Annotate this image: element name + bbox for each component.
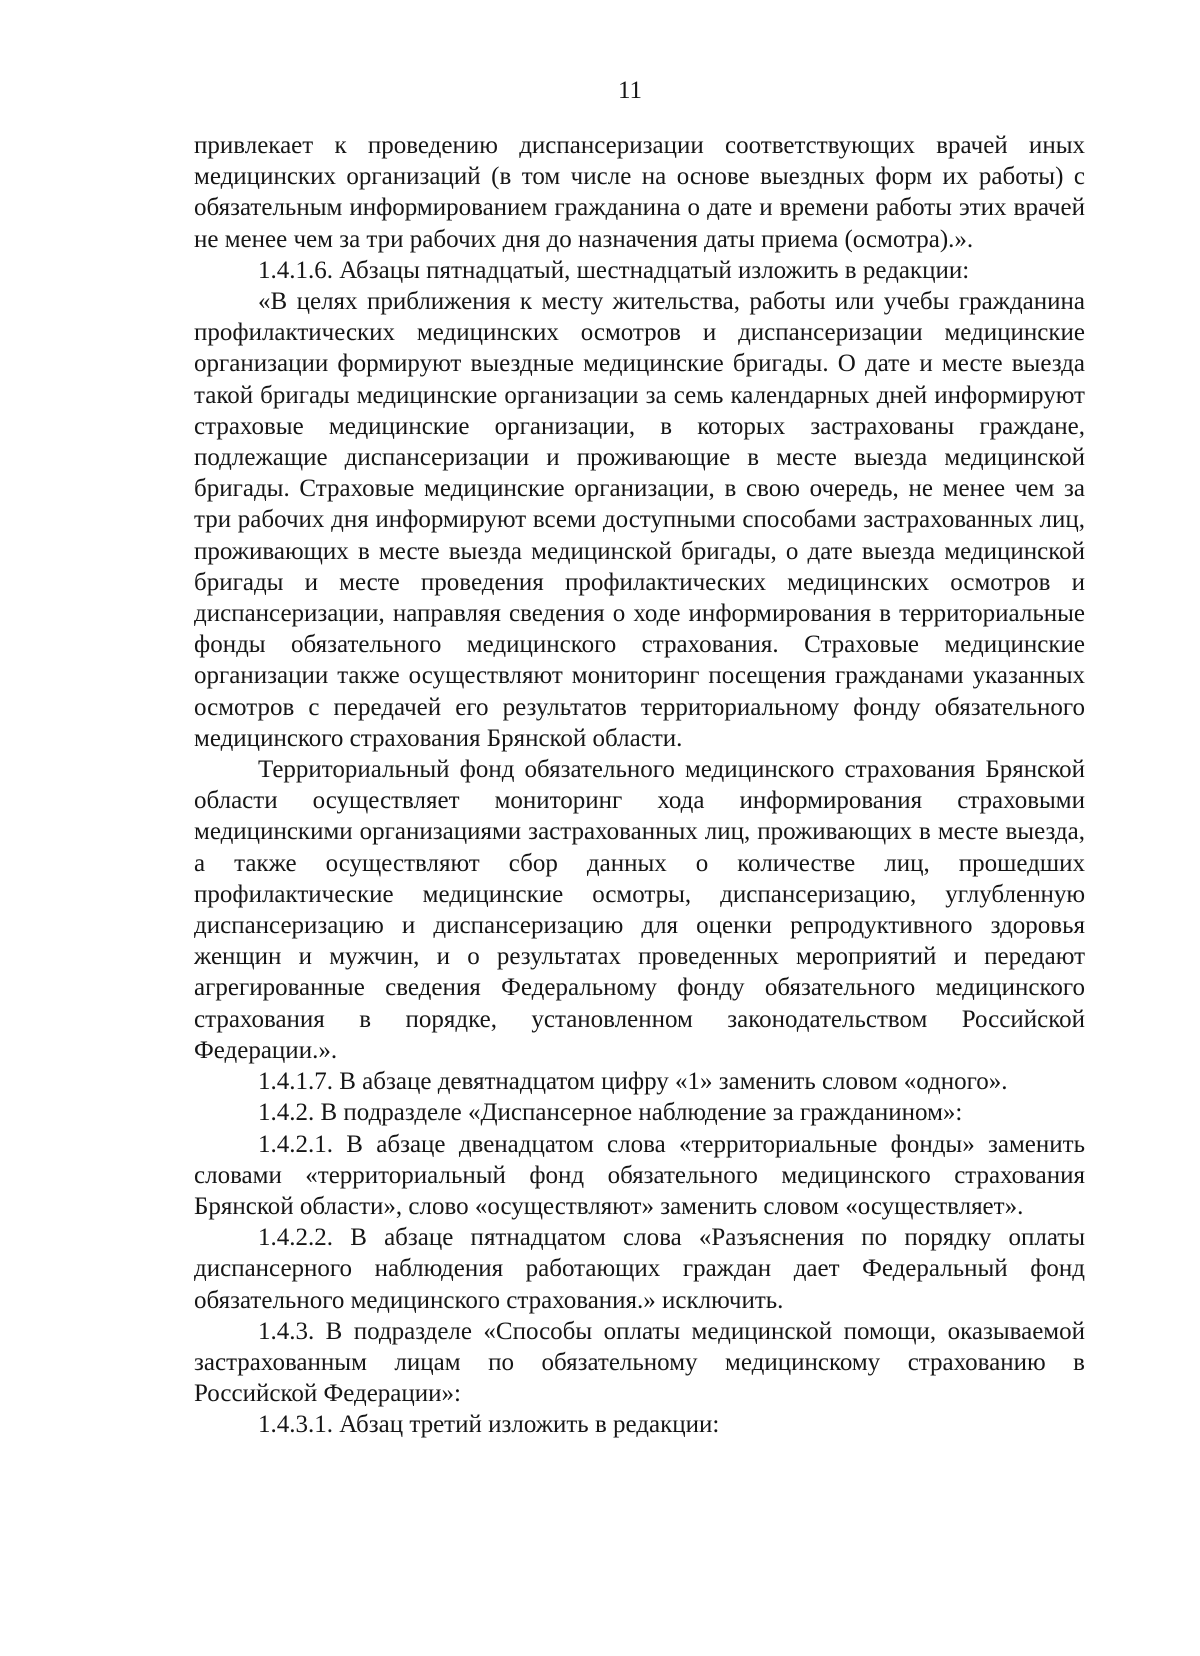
paragraph-1-4-3-1: 1.4.3.1. Абзац третий изложить в редакции: xyxy=(258,1411,720,1439)
paragraph-territorial-fund: Территориальный фонд обязательного медицинского страхования Брянской области осуществляет мониторинг хода информирования страховыми медицинскими организациями застрахованных лиц, проживающих в месте выезда, а также осуществляют сбор данных о количестве лиц, прошедших профилактические медицинские осмотры, диспансеризацию, углубленную диспансеризацию и диспансеризацию для оценки репродуктивного здоровья женщин и мужчин, и о результатах проведенных мероприятий и передают агрегированные сведения Федеральному фонду обязательного медицинского страхования в порядке, установленном законодательством Российской Федерации.». xyxy=(194,756,1085,1064)
paragraph-1-4-2-2: 1.4.2.2. В абзаце пятнадцатом слова «Разъяснения по порядку оплаты диспансерного наблюдения работающих граждан дает Федеральный фонд обязательного медицинского страхования.» исключить. xyxy=(194,1224,1085,1314)
page-number: 11 xyxy=(617,77,643,104)
document-body xyxy=(194,130,1085,1441)
paragraph-1-4-2: 1.4.2. В подразделе «Диспансерное наблюдение за гражданином»: xyxy=(258,1099,963,1127)
paragraph-quote-mobile-teams: «В целях приближения к месту жительства, работы или учебы гражданина профилактических медицинских осмотров и диспансеризации медицинские организации формируют выездные медицинские бригады. О дате и месте выезда такой бригады медицинские организации за семь календарных дней информируют страховые медицинские организации, в которых застрахованы граждане, подлежащие диспансеризации и проживающие в месте выезда медицинской бригады. Страховые медицинские организации, в свою очередь, не менее чем за три рабочих дня информируют всеми доступными способами застрахованных лиц, проживающих в месте выезда медицинской бригады, о дате выезда медицинской бригады и месте проведения профилактических медицинских осмотров и диспансеризации, направляя сведения о ходе информирования в территориальные фонды обязательного медицинского страхования. Страховые медицинские организации также осуществляют мониторинг посещения гражданами указанных осмотров с передачей его результатов территориальному фонду обязательного медицинского страхования Брянской области. xyxy=(194,288,1085,752)
paragraph-1-4-2-1: 1.4.2.1. В абзаце двенадцатом слова «территориальные фонды» заменить словами «территориальный фонд обязательного медицинского страхования Брянской области», слово «осуществляют» заменить словом «осуществляет». xyxy=(194,1130,1085,1220)
paragraph-1-4-1-7: 1.4.1.7. В абзаце девятнадцатом цифру «1» заменить словом «одного». xyxy=(258,1068,1008,1096)
paragraph-1-4-3: 1.4.3. В подразделе «Способы оплаты медицинской помощи, оказываемой застрахованным лицам по обязательному медицинскому страхованию в Российской Федерации»: xyxy=(194,1317,1085,1408)
paragraph-1-4-1-6: 1.4.1.6. Абзацы пятнадцатый, шестнадцатый изложить в редакции: xyxy=(258,256,970,284)
paragraph-continuation: привлекает к проведению диспансеризации соответствующих врачей иных медицинских организаций (в том числе на основе выездных форм их работы) с обязательным информированием гражданина о дате и времени работы этих врачей не менее чем за три рабочих дня до назначения даты приема (осмотра).». xyxy=(194,132,1085,253)
